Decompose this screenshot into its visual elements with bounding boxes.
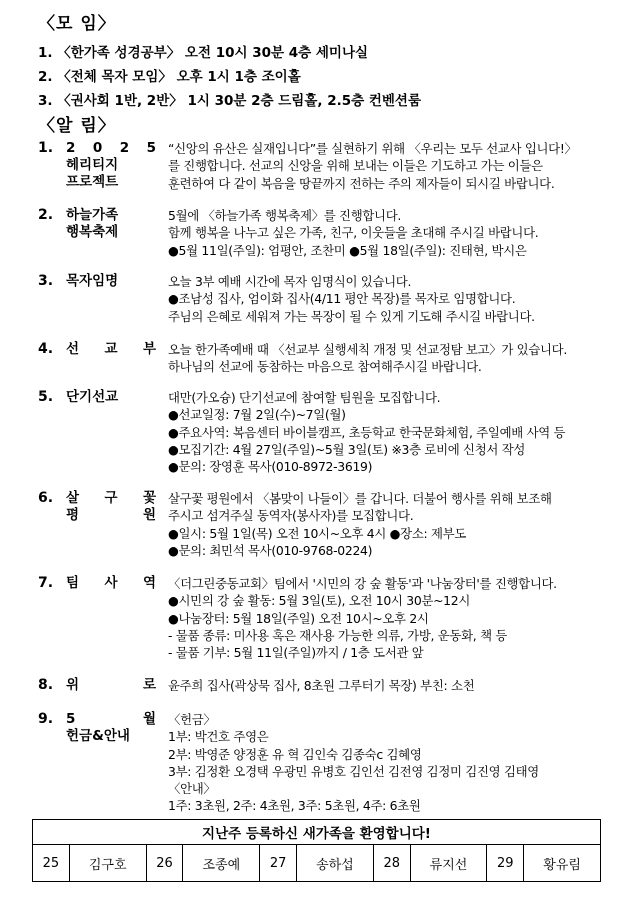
notice-line: 〈안내〉 — [168, 781, 216, 797]
notice-line: 주시고 섬겨주실 동역자(봉사자)를 모집합니다. — [168, 508, 414, 524]
notice-line: ●5월 11일(주일): 엄평안, 조찬미 ●5월 18일(주일): 진태현, 박시은 — [168, 242, 527, 258]
notice-5-label: 단기선교 — [66, 389, 119, 405]
meetings-heading: 〈모 임〉 — [38, 14, 116, 34]
notice-2-body — [168, 207, 608, 259]
meeting-item-3: 3. 〈권사회 1반, 2반〉 1시 30분 2층 드림홀, 2.5층 컨벤션룸 — [38, 93, 422, 109]
notice-4-label: 선 교 부 — [66, 341, 156, 357]
notice-line: ●모집기간: 4월 27일(주일)~5월 3일(토) ※3층 로비에 신청서 작성 — [168, 441, 526, 457]
notice-line: ●문의: 장영훈 목사(010-8972-3619) — [168, 459, 373, 475]
notice-2-label-1: 하늘가족 — [66, 207, 119, 223]
notice-line: 살구꽃 평원에서 〈봄맞이 나들이〉를 갑니다. 더불어 행사를 위해 보조해 — [168, 491, 552, 506]
notice-line: ●일시: 5월 1일(목) 오전 10시~오후 4시 ●장소: 제부도 — [168, 525, 467, 541]
member-number: 26 — [146, 845, 183, 882]
notice-line: 오늘 3부 예배 시간에 목자 임명식이 있습니다. — [168, 274, 412, 289]
member-name: 송하섭 — [297, 845, 374, 882]
notice-1-label-1: 2 0 2 5 — [66, 140, 156, 156]
notice-line: ●시민의 강 숲 활동: 5월 3일(토), 오전 10시 30분~12시 — [168, 593, 470, 609]
notice-1-number: 1. — [38, 140, 54, 156]
notice-9-number: 9. — [38, 711, 54, 727]
notice-line: ●조남성 집사, 엄이화 집사(4/11 평안 목장)를 목자로 임명합니다. — [168, 291, 516, 307]
notice-6-number: 6. — [38, 490, 54, 506]
notice-3-body — [168, 273, 608, 325]
member-number: 28 — [373, 845, 410, 882]
notice-line: 대만(가오슝) 단기선교에 참여할 팀원을 모집합니다. — [168, 390, 441, 405]
notice-8-label: 위 로 — [66, 677, 156, 693]
notice-line: - 물품 종류: 미사용 혹은 재사용 가능한 의류, 가방, 운동화, 책 등 — [168, 627, 508, 643]
welcome-table — [32, 819, 601, 882]
notice-6-body — [168, 490, 608, 559]
notice-line: 2부: 박영준 양정훈 유 혁 김인숙 김종숙c 김혜영 — [168, 746, 422, 762]
notice-line: 5월에 〈하늘가족 행복축제〉를 진행합니다. — [168, 208, 402, 223]
notice-line: 3부: 김정환 오경택 우광민 유병호 김인선 김전영 김정미 김진영 김태영 — [168, 763, 539, 779]
notice-4-number: 4. — [38, 341, 54, 357]
notice-line: 하나님의 선교에 동참하는 마음으로 참여해주시길 바랍니다. — [168, 359, 482, 375]
notice-line: ●선교일정: 7월 2일(수)~7일(월) — [168, 407, 346, 423]
notice-line: 1주: 3초원, 2주: 4초원, 3주: 5초원, 4주: 6초원 — [168, 798, 421, 814]
notice-line: “신앙의 유산은 실재입니다”를 실현하기 위해 〈우리는 모두 선교사 입니다!〉 — [168, 141, 577, 156]
notice-line: ●나눔장터: 5월 18일(주일) 오전 10시~오후 2시 — [168, 610, 429, 626]
member-number: 29 — [487, 845, 524, 882]
notice-6-label-2: 평 원 — [66, 507, 156, 523]
notice-3-number: 3. — [38, 273, 54, 289]
notice-line: 오늘 한가족예배 때 〈선교부 실행세칙 개정 및 선교정탐 보고〉가 있습니다. — [168, 342, 567, 357]
notice-line: 함께 행복을 나누고 싶은 가족, 친구, 이웃들을 초대해 주시길 바랍니다. — [168, 225, 539, 241]
notice-6-label-1: 살 구 꽃 — [66, 490, 156, 506]
notice-9-label-1: 5 월 — [66, 711, 156, 727]
member-name: 조종예 — [183, 845, 260, 882]
member-number: 25 — [33, 845, 70, 882]
notice-7-number: 7. — [38, 575, 54, 591]
notice-4-body — [168, 341, 608, 376]
member-name: 황유림 — [524, 845, 601, 882]
notice-1-label-2: 헤리티지 — [66, 157, 119, 173]
meeting-item-2: 2. 〈전체 목자 모임〉 오후 1시 1층 조이홀 — [38, 69, 301, 85]
notice-9-body — [168, 711, 608, 815]
notice-line: 〈더그린중동교회〉팀에서 '시민의 강 숲 활동'과 '나눔장터'를 진행합니다. — [168, 576, 557, 591]
notice-3-label: 목자임명 — [66, 273, 119, 289]
member-name: 류지선 — [410, 845, 487, 882]
notice-7-body — [168, 575, 608, 661]
notice-5-body — [168, 389, 608, 475]
meeting-item-1: 1. 〈한가족 성경공부〉 오전 10시 30분 4층 세미나실 — [38, 45, 369, 61]
notice-1-body — [168, 140, 608, 192]
welcome-title: 지난주 등록하신 새가족을 환영합니다! — [33, 820, 601, 845]
notice-8-body — [168, 677, 608, 694]
notice-line: - 물품 기부: 5월 11일(주일)까지 / 1층 도서관 앞 — [168, 645, 424, 661]
notice-line: 〈헌금〉 — [168, 712, 216, 727]
notice-line: 윤주희 집사(곽상묵 집사, 8초원 그루터기 목장) 부친: 소천 — [168, 678, 475, 693]
notice-line: 1부: 박건호 주영은 — [168, 729, 269, 745]
notice-9-label-2: 헌금&안내 — [66, 728, 130, 744]
notices-heading: 〈알 림〉 — [38, 116, 116, 136]
notice-line: 주님의 은혜로 세워져 가는 목장이 될 수 있게 기도해 주시길 바랍니다. — [168, 308, 535, 324]
notice-1-label-3: 프로젝트 — [66, 174, 119, 190]
notice-line: 를 진행합니다. 선교의 신앙을 위해 보내는 이들은 기도하고 가는 이들은 — [168, 158, 543, 174]
notice-line: ●문의: 최민석 목사(010-9768-0224) — [168, 542, 373, 558]
notice-8-number: 8. — [38, 677, 54, 693]
notice-7-label: 팀 사 역 — [66, 575, 156, 591]
notice-2-number: 2. — [38, 207, 54, 223]
notice-line: ●주요사역: 복음센터 바이블캠프, 초등학교 한국문화체험, 주일예배 사역 등 — [168, 424, 566, 440]
table-row — [33, 845, 601, 882]
notice-5-number: 5. — [38, 389, 54, 405]
notice-2-label-2: 행복축제 — [66, 224, 119, 240]
member-number: 27 — [260, 845, 297, 882]
notice-line: 훈련하여 다 같이 복음을 땅끝까지 전하는 주의 제자들이 되시길 바랍니다. — [168, 175, 555, 191]
member-name: 김구호 — [69, 845, 146, 882]
